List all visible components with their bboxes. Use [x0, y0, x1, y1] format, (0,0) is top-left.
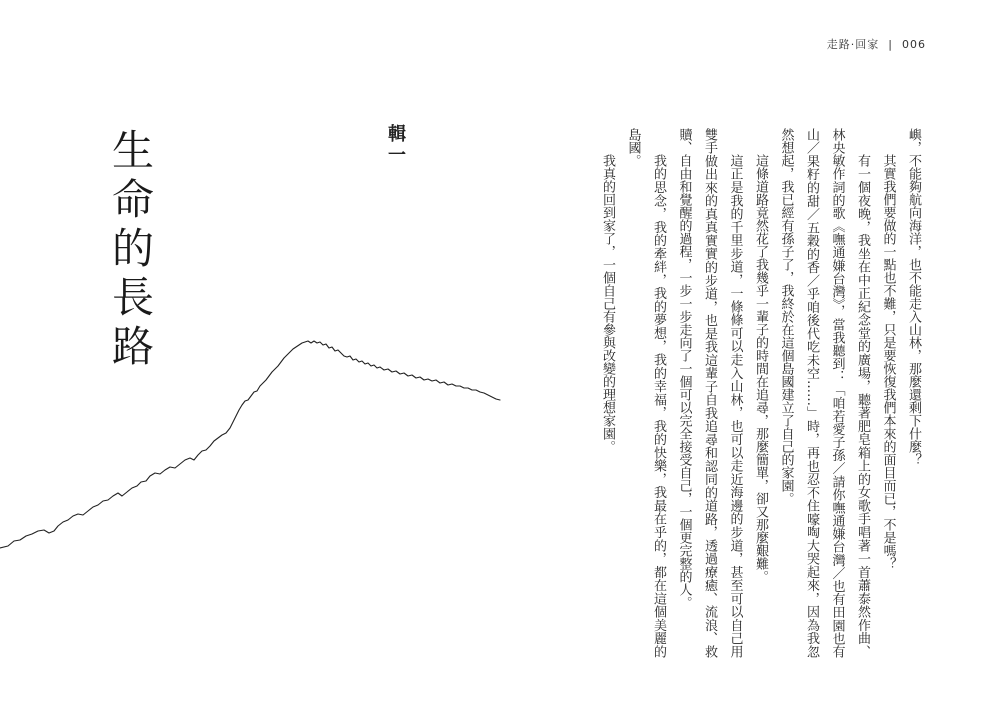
body-paragraph: 這條道路竟然花了我幾乎一輩子的時間在追尋，那麼簡單，卻又那麼艱難。 [753, 154, 768, 583]
body-paragraph: 有一個夜晚，我坐在中正紀念堂的廣場，聽著肥皂箱上的女歌手唱著一首蕭泰然作曲、林央敏作詞的歌《嘸通嫌台灣》，當我聽到：「咱若愛子孫／請你嘸通嫌台灣／也有田園也有山／果籽的甜／五穀的香／乎咱後代吃未空……」時，再也忍不住嚎啕大哭起來，因為我忽然想起，我已經有孫子了，我終於在這個島國建立了自己的家園。 [778, 128, 870, 658]
running-header [827, 36, 926, 52]
running-header-separator: | [888, 38, 893, 51]
body-paragraph: 這正是我的千里步道，一條條可以走入山林，也可以走近海邊的步道，甚至可以自己用雙手做出來的真真實實的步道，也是我這輩子自我追尋和認同的道路，透過療癒、流浪、救贖、自由和覺醒的過程，一步一步走向了一個可以完全接受自己，一個更完整的人。 [676, 128, 743, 658]
body-text [595, 128, 927, 658]
section-label: 輯一 [385, 124, 406, 166]
running-header-book-title: 走路‧回家 [826, 38, 880, 51]
page-number: 006 [902, 38, 926, 51]
body-paragraph-continued: 嶼，不能夠航向海洋，也不能走入山林，那麼還剩下什麼？ [906, 128, 921, 466]
body-paragraph: 我的思念，我的牽絆，我的夢想，我的幸福，我的快樂，我最在乎的，都在這個美麗的島國。 [625, 128, 666, 658]
body-paragraph: 我真的回到家了，一個自己有參與改變的理想家園。 [600, 154, 615, 453]
body-paragraph: 其實我們要做的一點也不難，只是要恢復我們本來的面目而已，不是嗎？ [880, 154, 896, 570]
part-title: 生命的長路 [106, 128, 155, 373]
mountain-ridge-line [0, 341, 500, 548]
